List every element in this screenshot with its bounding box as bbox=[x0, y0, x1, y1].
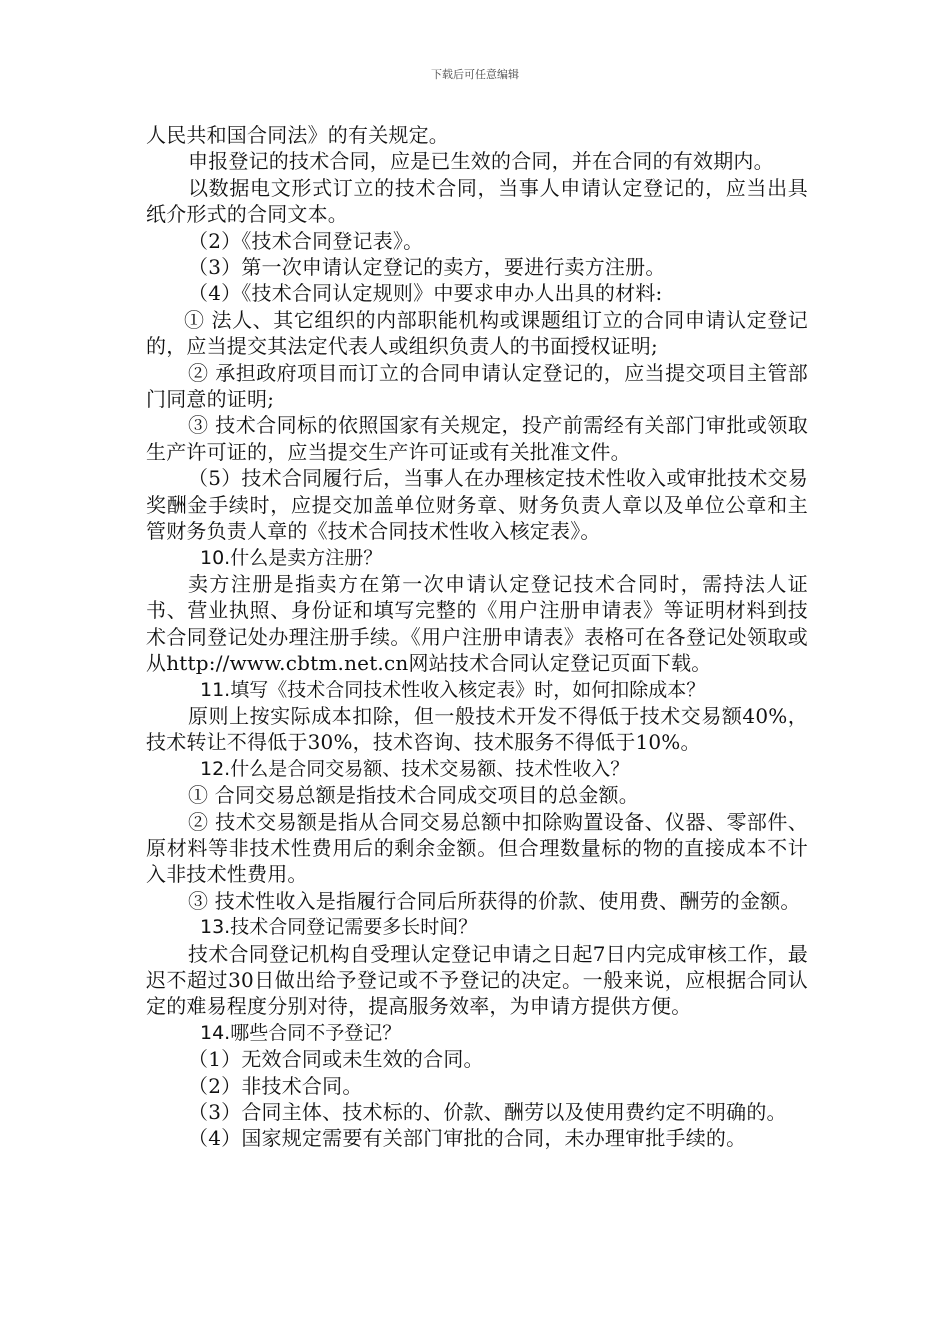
paragraph: 卖方注册是指卖方在第一次申请认定登记技术合同时，需持法人证书、营业执照、身份证和填写完整的《用户注册申请表》等证明材料到技术合同登记处办理注册手续。《用户注册申请表》表格可在各登记处领取或从http://www.cbtm.net.cn网站技术合同认定登记页面下载。 bbox=[146, 571, 808, 676]
paragraph: ③ 技术性收入是指履行合同后所获得的价款、使用费、酬劳的金额。 bbox=[188, 888, 801, 913]
paragraph: （4）国家规定需要有关部门审批的合同，未办理审批手续的。 bbox=[188, 1126, 747, 1151]
paragraph: ② 技术交易额是指从合同交易总额中扣除购置设备、仪器、零部件、原材料等非技术性费用后的剩余金额。但合理数量标的物的直接成本不计入非技术性费用。 bbox=[146, 809, 808, 887]
paragraph: 申报登记的技术合同，应是已生效的合同，并在合同的有效期内。 bbox=[188, 149, 774, 174]
paragraph: ① 合同交易总额是指技术合同成交项目的总金额。 bbox=[188, 783, 639, 808]
paragraph: 人民共和国合同法》的有关规定。 bbox=[146, 123, 449, 147]
paragraph: （2）非技术合同。 bbox=[188, 1073, 363, 1098]
paragraph: （3）合同主体、技术标的、价款、酬劳以及使用费约定不明确的。 bbox=[188, 1100, 787, 1125]
paragraph: （5）技术合同履行后，当事人在办理核定技术性收入或审批技术交易奖酬金手续时，应提交加盖单位财务章、财务负责人章以及单位公章和主管财务负责人章的《技术合同技术性收入核定表》。 bbox=[146, 466, 808, 544]
paragraph: 技术合同登记机构自受理认定登记申请之日起7日内完成审核工作，最迟不超过30日做出给予登记或不予登记的决定。一般来说，应根据合同认定的难易程度分别对待，提高服务效率，为申请方提供方便。 bbox=[146, 941, 808, 1019]
paragraph: ③ 技术合同标的依照国家有关规定，投产前需经有关部门审批或领取生产许可证的，应当提交生产许可证或有关批准文件。 bbox=[146, 413, 808, 464]
section-heading: 13.技术合同登记需要多长时间？ bbox=[200, 916, 478, 939]
paragraph: 原则上按实际成本扣除，但一般技术开发不得低于技术交易额40%，技术转让不得低于30%，技术咨询、技术服务不得低于10%。 bbox=[146, 703, 808, 755]
paragraph: （3）第一次申请认定登记的卖方，要进行卖方注册。 bbox=[188, 255, 666, 280]
section-heading: 12.什么是合同交易额、技术交易额、技术性收入？ bbox=[200, 757, 630, 780]
document-body bbox=[146, 122, 808, 1152]
paragraph: （1）无效合同或未生效的合同。 bbox=[188, 1047, 484, 1072]
paragraph: （2）《技术合同登记表》。 bbox=[188, 228, 424, 253]
section-heading: 11.填写《技术合同技术性收入核定表》时，如何扣除成本？ bbox=[200, 678, 706, 701]
section-heading: 10.什么是卖方注册？ bbox=[200, 546, 383, 569]
paragraph: ① 法人、其它组织的内部职能机构或课题组订立的合同申请认定登记的，应当提交其法定代表人或组织负责人的书面授权证明; bbox=[146, 307, 808, 359]
page-header: 下载后可任意编辑 bbox=[431, 68, 519, 81]
paragraph: ② 承担政府项目而订立的合同申请认定登记的，应当提交项目主管部门同意的证明; bbox=[146, 360, 808, 412]
section-heading: 14.哪些合同不予登记？ bbox=[200, 1021, 402, 1044]
paragraph: （4）《技术合同认定规则》中要求申办人出具的材料: bbox=[188, 281, 663, 306]
paragraph: 以数据电文形式订立的技术合同，当事人申请认定登记的，应当出具纸介形式的合同文本。 bbox=[146, 175, 808, 227]
